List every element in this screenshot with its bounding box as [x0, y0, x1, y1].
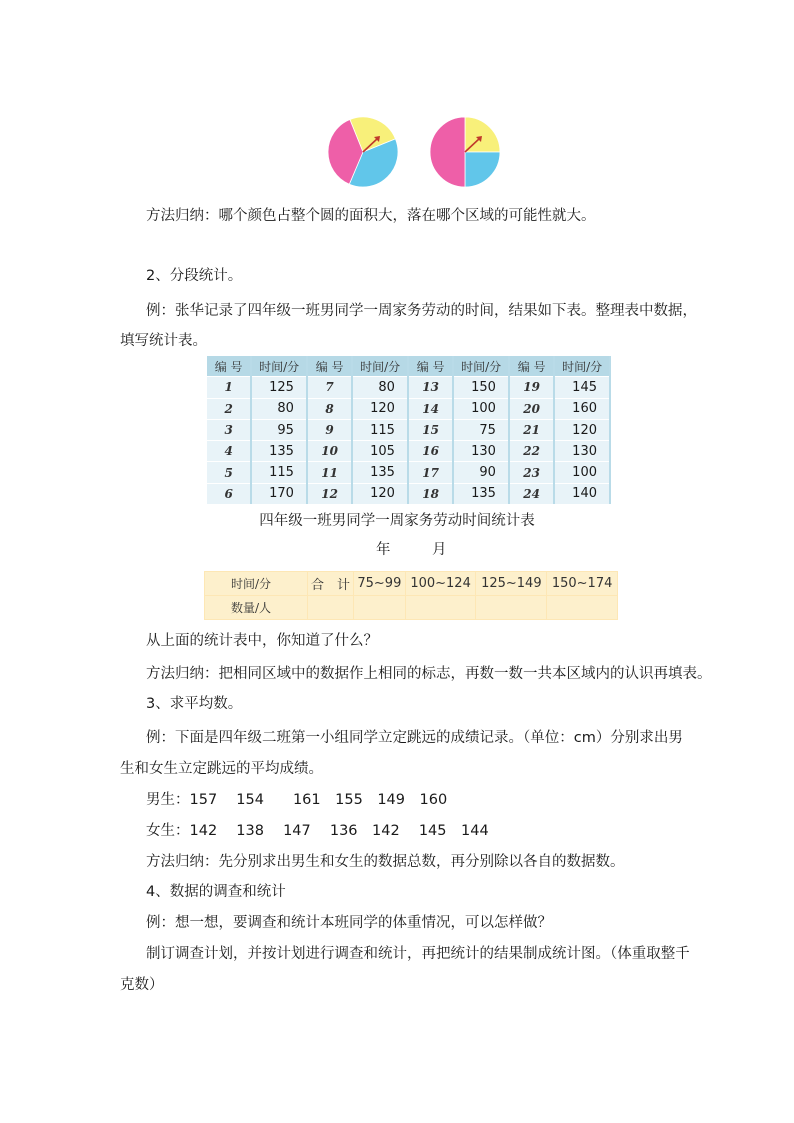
- student-number: 1: [207, 377, 251, 398]
- table-row: [207, 483, 610, 504]
- plan-line2: 克数）: [120, 977, 164, 993]
- stat-header-cell: 合 计: [308, 572, 354, 596]
- spinner-1: [328, 117, 398, 187]
- student-number: 14: [408, 398, 453, 419]
- spinner-2: [430, 117, 500, 187]
- girls-scores: 女生：142 138 147 136 142 145 144: [146, 823, 489, 839]
- time-value: 160: [554, 398, 610, 419]
- time-value: 120: [554, 419, 610, 440]
- student-number: 11: [307, 462, 352, 483]
- stat-row-header: 时间/分: [205, 572, 308, 596]
- stat-header-cell: 125~149: [476, 572, 547, 596]
- stat-empty-cell[interactable]: [405, 596, 476, 620]
- method-summary-1: 方法归纳：哪个颜色占整个圆的面积大，落在哪个区域的可能性就大。: [146, 208, 596, 224]
- table-header-cell: 编 号: [509, 356, 554, 377]
- time-value: 135: [251, 441, 307, 462]
- student-number: 22: [509, 441, 554, 462]
- spinner-slice: [430, 117, 465, 187]
- plan-line1: 制订调查计划，并按计划进行调查和统计，再把统计的结果制成统计图。（体重取整千: [146, 946, 690, 962]
- student-number: 15: [408, 419, 453, 440]
- stat-empty-cell[interactable]: [354, 596, 406, 620]
- time-value: 80: [251, 398, 307, 419]
- student-number: 24: [509, 483, 554, 504]
- stat-empty-cell[interactable]: [547, 596, 618, 620]
- table-row: [207, 462, 610, 483]
- student-number: 9: [307, 419, 352, 440]
- spinner-figures: [326, 115, 502, 189]
- section-2-heading: 2、分段统计。: [146, 268, 243, 284]
- time-value: 100: [554, 462, 610, 483]
- method-summary-2: 方法归纳：把相同区域中的数据作上相同的标志，再数一数一共本区域内的认识再填表。: [146, 666, 712, 682]
- stat-header-cell: 150~174: [547, 572, 618, 596]
- table-header-cell: 编 号: [307, 356, 352, 377]
- table-row: [207, 377, 610, 398]
- table-header-cell: 时间/分: [554, 356, 610, 377]
- time-value: 135: [352, 462, 408, 483]
- student-number: 10: [307, 441, 352, 462]
- student-number: 17: [408, 462, 453, 483]
- time-value: 105: [352, 441, 408, 462]
- time-value: 120: [352, 398, 408, 419]
- stat-row-header: 数量/人: [205, 596, 308, 620]
- student-number: 6: [207, 483, 251, 504]
- table-header-cell: 编 号: [408, 356, 453, 377]
- student-number: 19: [509, 377, 554, 398]
- time-value: 80: [352, 377, 408, 398]
- example-2-line1: 例：张华记录了四年级一班男同学一周家务劳动的时间，结果如下表。整理表中数据，: [146, 303, 697, 319]
- student-number: 8: [307, 398, 352, 419]
- student-number: 13: [408, 377, 453, 398]
- time-value: 120: [352, 483, 408, 504]
- time-value: 90: [453, 462, 509, 483]
- table-header-cell: 编 号: [207, 356, 251, 377]
- student-number: 18: [408, 483, 453, 504]
- student-number: 4: [207, 441, 251, 462]
- time-value: 140: [554, 483, 610, 504]
- table-header-cell: 时间/分: [352, 356, 408, 377]
- stat-empty-cell[interactable]: [476, 596, 547, 620]
- time-value: 115: [352, 419, 408, 440]
- student-number: 12: [307, 483, 352, 504]
- table-row: [205, 572, 618, 596]
- time-value: 125: [251, 377, 307, 398]
- year-label: 年: [376, 542, 391, 558]
- month-label: 月: [432, 542, 447, 558]
- table-row: [207, 398, 610, 419]
- boys-scores: 男生：157 154 161 155 149 160: [146, 792, 448, 808]
- table-row: [207, 419, 610, 440]
- question-text: 从上面的统计表中，你知道了什么？: [146, 633, 378, 649]
- time-value: 145: [554, 377, 610, 398]
- section-4-heading: 4、数据的调查和统计: [146, 884, 286, 900]
- time-value: 100: [453, 398, 509, 419]
- chore-time-data-table: [207, 356, 611, 504]
- time-value: 115: [251, 462, 307, 483]
- chore-time-stat-table: [204, 571, 618, 620]
- table-header-cell: 时间/分: [453, 356, 509, 377]
- example-3-line1: 例：下面是四年级二班第一小组同学立定跳远的成绩记录。（单位：cm）分别求出男: [146, 730, 683, 746]
- table-row: [207, 441, 610, 462]
- spinner-slice: [465, 152, 500, 187]
- example-3-line2: 生和女生立定跳远的平均成绩。: [120, 761, 323, 777]
- student-number: 23: [509, 462, 554, 483]
- student-number: 5: [207, 462, 251, 483]
- student-number: 7: [307, 377, 352, 398]
- table-row: [205, 596, 618, 620]
- time-value: 130: [554, 441, 610, 462]
- example-4: 例：想一想，要调查和统计本班同学的体重情况，可以怎样做？: [146, 915, 552, 931]
- stat-header-cell: 75~99: [354, 572, 406, 596]
- student-number: 2: [207, 398, 251, 419]
- time-value: 135: [453, 483, 509, 504]
- student-number: 21: [509, 419, 554, 440]
- example-2-line2: 填写统计表。: [120, 333, 207, 349]
- section-3-heading: 3、求平均数。: [146, 696, 243, 712]
- stat-table-title: 四年级一班男同学一周家务劳动时间统计表: [259, 513, 535, 529]
- student-number: 16: [408, 441, 453, 462]
- table-header-row: [207, 356, 610, 377]
- stat-header-cell: 100~124: [405, 572, 476, 596]
- time-value: 95: [251, 419, 307, 440]
- time-value: 150: [453, 377, 509, 398]
- time-value: 170: [251, 483, 307, 504]
- stat-empty-cell[interactable]: [308, 596, 354, 620]
- method-summary-3: 方法归纳：先分别求出男生和女生的数据总数，再分别除以各自的数据数。: [146, 854, 625, 870]
- student-number: 20: [509, 398, 554, 419]
- time-value: 75: [453, 419, 509, 440]
- table-header-cell: 时间/分: [251, 356, 307, 377]
- time-value: 130: [453, 441, 509, 462]
- student-number: 3: [207, 419, 251, 440]
